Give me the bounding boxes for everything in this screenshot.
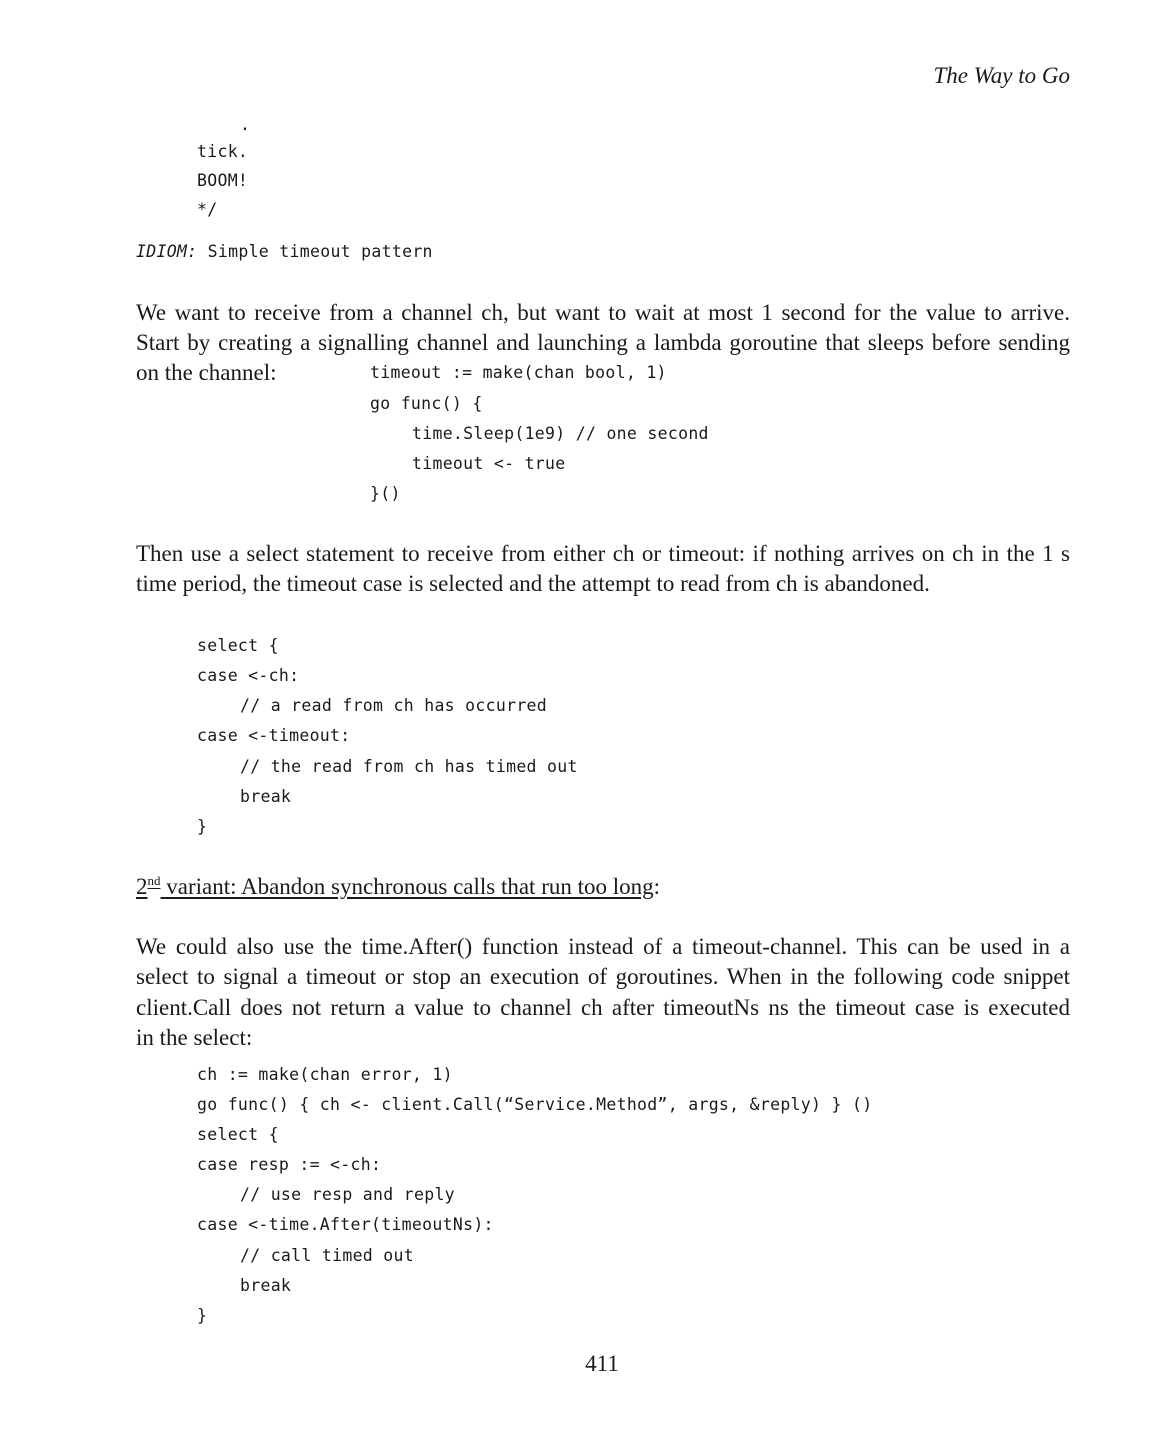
paragraph-line: client.Call does not return a value to channel ch after timeoutNs ns the timeout case is executed: [136, 995, 1070, 1020]
idiom-label: IDIOM:: [136, 242, 198, 261]
code-line: break: [240, 1276, 292, 1295]
paragraph-line: Then use a select statement to receive from either ch or timeout: if nothing arrives on ch in the 1 s: [136, 541, 1070, 566]
idiom-text: Simple timeout pattern: [197, 242, 433, 261]
code-line: timeout <- true: [412, 454, 566, 473]
code-line: select {: [197, 1125, 279, 1144]
code-line: // a read from ch has occurred: [240, 696, 548, 715]
code-line: case <-ch:: [197, 666, 300, 685]
code-line: }: [197, 817, 208, 836]
running-header: The Way to Go: [933, 63, 1070, 88]
section-heading: [136, 872, 660, 902]
code-line: ch := make(chan error, 1): [197, 1065, 453, 1084]
code-line: // the read from ch has timed out: [240, 757, 578, 776]
code-line: BOOM!: [197, 171, 249, 190]
heading-ordinal: nd: [147, 873, 161, 888]
code-line: time.Sleep(1e9) // one second: [412, 424, 709, 443]
heading-number: 2: [136, 874, 148, 899]
paragraph-line: Start by creating a signalling channel and launching a lambda goroutine that sleeps before sending: [136, 330, 1070, 355]
paragraph-line: select to signal a timeout or stop an execution of goroutines. When in the following code snippet: [136, 964, 1070, 989]
code-line: timeout := make(chan bool, 1): [370, 363, 667, 382]
idiom-caption: [136, 239, 433, 265]
code-line: case <-time.After(timeoutNs):: [197, 1215, 494, 1234]
code-line: */: [197, 200, 218, 219]
paragraph-line: on the channel:: [136, 360, 277, 385]
code-line: .: [240, 115, 251, 134]
heading-text: variant: Abandon synchronous calls that run too long: [160, 874, 654, 899]
code-line: go func() { ch <- client.Call(“Service.Method”, args, &reply) } (): [197, 1095, 873, 1114]
paragraph-line: We want to receive from a channel ch, but want to wait at most 1 second for the value to arrive.: [136, 300, 1070, 325]
code-line: // use resp and reply: [240, 1185, 455, 1204]
code-line: }: [197, 1306, 208, 1325]
code-line: select {: [197, 636, 279, 655]
paragraph-line: in the select:: [136, 1025, 253, 1050]
code-line: break: [240, 787, 292, 806]
heading-colon: :: [653, 874, 661, 899]
code-line: }(): [370, 484, 401, 503]
paragraph-line: time period, the timeout case is selected and the attempt to read from ch is abandoned.: [136, 571, 930, 596]
code-line: // call timed out: [240, 1246, 414, 1265]
code-line: case resp := <-ch:: [197, 1155, 382, 1174]
code-line: tick.: [197, 142, 249, 161]
code-line: case <-timeout:: [197, 726, 351, 745]
paragraph-line: We could also use the time.After() function instead of a timeout-channel. This can be used in a: [136, 934, 1070, 959]
page-number: 411: [585, 1351, 619, 1376]
code-line: go func() {: [370, 394, 483, 413]
